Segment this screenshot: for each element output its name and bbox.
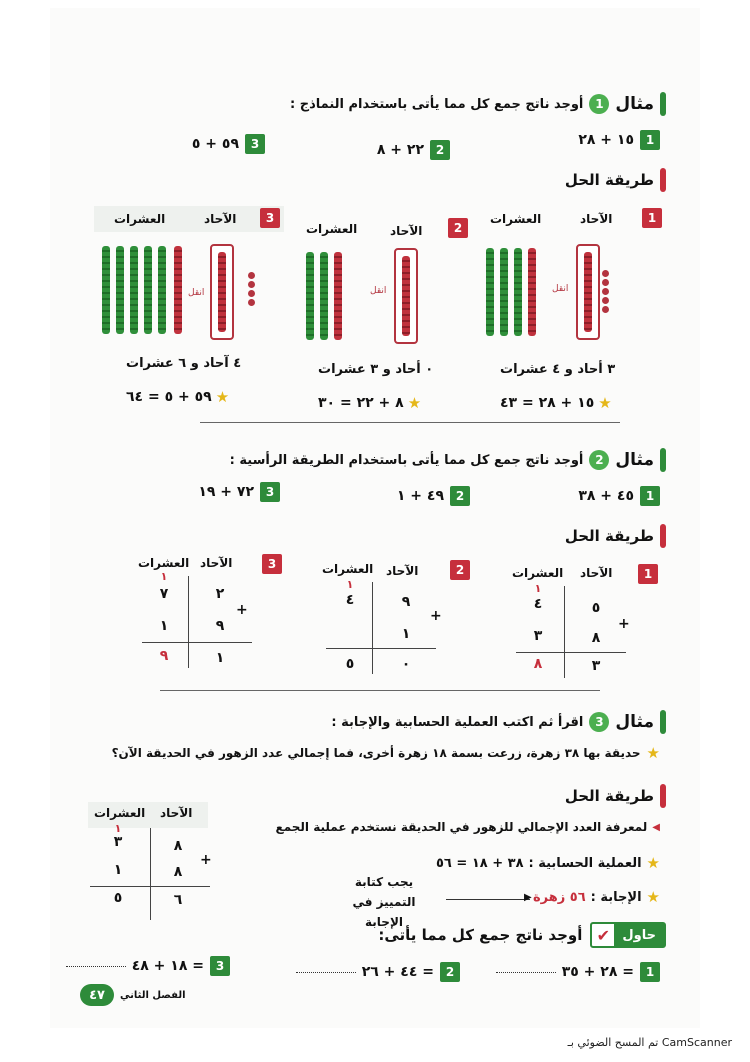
step-label: الإجابة : <box>590 889 642 905</box>
number-square-icon: 1 <box>638 564 658 584</box>
note-arrow-line <box>446 899 530 900</box>
problem-expr: ٤٩ + ١ <box>396 488 444 504</box>
example3-step1 <box>276 820 660 834</box>
triangle-bullet-icon: ◀ <box>652 821 660 833</box>
number-square-icon: 3 <box>210 956 230 976</box>
digit: ٨ <box>173 838 183 854</box>
ones-label: الآحاد <box>200 556 233 570</box>
chapter-label: الفصل الثاني <box>120 989 186 1001</box>
number-circle-icon: 3 <box>589 712 609 732</box>
star-icon: ★ <box>646 888 660 906</box>
red-bar-icon <box>660 524 666 548</box>
column-divider <box>372 582 373 674</box>
tens-rod <box>158 246 166 334</box>
step-expr: ٣٨ + ١٨ = ٥٦ <box>435 855 524 871</box>
tens-rod <box>486 248 494 336</box>
section-divider <box>160 690 600 691</box>
tens-rod <box>116 246 124 334</box>
tens-rod <box>306 252 314 340</box>
problem-expr: ٧٢ + ١٩ <box>198 484 254 500</box>
column-divider <box>188 576 189 668</box>
solution-label: طريقة الحل <box>564 171 654 189</box>
note-text: يجب كتابة التمييز في الإجابة <box>352 875 416 929</box>
star-icon: ★ <box>215 388 230 406</box>
star-icon: ★ <box>407 394 422 412</box>
ones-dots <box>248 272 256 308</box>
carry-digit: ١ <box>534 582 542 595</box>
tens-label: العشرات <box>490 212 542 226</box>
column-divider <box>564 586 565 678</box>
tens-label: العشرات <box>114 212 166 226</box>
star-icon: ★ <box>598 394 612 412</box>
tens-rod <box>514 248 522 336</box>
tens-rod <box>320 252 328 340</box>
answer-value: ٥٦ زهرة <box>532 889 586 905</box>
digit: ١ <box>401 626 411 642</box>
try-item-3 <box>66 956 230 976</box>
example2-problem-2 <box>397 486 470 506</box>
digit: ٤ <box>533 596 543 612</box>
model-description: ٤ آحاد و ٦ عشرات <box>126 356 242 371</box>
tens-label: العشرات <box>94 806 146 820</box>
step-text: لمعرفة العدد الإجمالي للزهور في الحديقة نستخدم عملية الجمع <box>275 820 648 834</box>
try-expr: ٤٤ + ٢٦ = <box>361 964 434 980</box>
example3-story <box>112 744 660 762</box>
green-bar-icon <box>660 448 666 472</box>
carry-digit: ١ <box>114 822 122 835</box>
example1-question: أوجد ناتج جمع كل مما يأتى باستخدام النماذج : <box>289 96 584 112</box>
model-description: ٠ أحاد و ٣ عشرات <box>318 362 434 377</box>
number-circle-icon: 1 <box>589 94 609 114</box>
arrow-head-icon: ▶ <box>524 892 532 903</box>
ones-label: الآحاد <box>390 224 423 238</box>
digit: ١ <box>159 618 169 634</box>
section-divider <box>200 422 620 423</box>
result-expr: ١٥ + ٢٨ = ٤٣ <box>500 395 595 411</box>
plus-sign: + <box>200 852 212 868</box>
check-icon: ✔ <box>592 924 614 946</box>
solution-label: طريقة الحل <box>564 527 654 545</box>
digit: ١ <box>113 862 123 878</box>
example-word: مثال <box>615 712 654 732</box>
number-square-icon: 1 <box>640 130 660 150</box>
model-result <box>318 394 421 412</box>
tens-rod <box>130 246 138 334</box>
number-square-icon: 1 <box>640 962 660 982</box>
solution-label: طريقة الحل <box>564 787 654 805</box>
example1-problem-1 <box>578 130 660 150</box>
regroup-frame <box>394 248 418 344</box>
book-page <box>50 8 700 1028</box>
page-number: ٤٧ <box>80 984 114 1006</box>
digit: ٥ <box>591 600 601 616</box>
answer-blank[interactable] <box>66 966 126 967</box>
ones-dots <box>602 270 610 315</box>
number-square-icon: 2 <box>448 218 468 238</box>
sum-line <box>516 652 626 653</box>
result-expr: ٥٩ + ٥ = ٦٤ <box>126 389 212 405</box>
carry-digit: ١ <box>160 570 168 583</box>
tens-label: العشرات <box>138 556 190 570</box>
example1-problem-2 <box>377 140 450 160</box>
red-bar-icon <box>660 784 666 808</box>
digit: ٤ <box>345 592 355 608</box>
scanner-watermark: تم المسح الضوئي بـ CamScanner <box>567 1036 732 1049</box>
number-square-icon: 3 <box>245 134 265 154</box>
regroup-frame <box>576 244 600 340</box>
problem-expr: ٤٥ + ٣٨ <box>578 488 634 504</box>
tens-rod <box>174 246 182 334</box>
example3-step3 <box>533 888 660 906</box>
number-square-icon: 3 <box>262 554 282 574</box>
star-icon: ★ <box>646 744 660 762</box>
page-footer <box>80 984 186 1006</box>
sum-line <box>142 642 252 643</box>
answer-blank[interactable] <box>496 972 556 973</box>
problem-expr: ١٥ + ٢٨ <box>578 132 634 148</box>
try-item-1 <box>496 962 660 982</box>
tens-rod <box>500 248 508 336</box>
example1-solution-header <box>565 168 666 192</box>
example-word: مثال <box>615 450 654 470</box>
digit: ٣ <box>113 834 123 850</box>
ones-label: الآحاد <box>580 212 613 226</box>
move-tag: انقل <box>188 288 205 298</box>
example3-step2 <box>436 854 660 872</box>
number-square-icon: 1 <box>640 486 660 506</box>
tens-label: العشرات <box>322 562 374 576</box>
tens-rod <box>144 246 152 334</box>
example2-header <box>230 448 666 472</box>
example3-solution-header <box>565 784 666 808</box>
digit: ٩ <box>401 594 411 610</box>
model-result <box>126 388 229 406</box>
move-tag: انقل <box>552 284 569 294</box>
model-description: ٣ أحاد و ٤ عشرات <box>500 362 616 377</box>
sum-digit: ٦ <box>173 892 183 908</box>
tens-rod <box>334 252 342 340</box>
plus-sign: + <box>236 602 248 618</box>
sum-line <box>90 886 210 887</box>
ones-label: الآحاد <box>204 212 237 226</box>
plus-sign: + <box>430 608 442 624</box>
red-bar-icon <box>660 168 666 192</box>
number-circle-icon: 2 <box>589 450 609 470</box>
example3-header <box>331 710 666 734</box>
try-badge <box>590 922 666 948</box>
carry-digit: ١ <box>346 578 354 591</box>
digit: ٩ <box>215 618 225 634</box>
number-square-icon: 2 <box>450 486 470 506</box>
try-header <box>378 922 666 948</box>
sum-line <box>326 648 436 649</box>
example-word: مثال <box>615 94 654 114</box>
try-question: أوجد ناتج جمع كل مما يأتى: <box>378 926 583 944</box>
try-label: حاول <box>622 927 656 943</box>
example1-problem-3 <box>192 134 265 154</box>
example2-problem-1 <box>578 486 660 506</box>
number-square-icon: 3 <box>260 482 280 502</box>
sum-digit: ٣ <box>591 658 601 674</box>
number-square-icon: 2 <box>430 140 450 160</box>
digit: ٨ <box>173 864 183 880</box>
green-bar-icon <box>660 92 666 116</box>
move-tag: انقل <box>370 286 387 296</box>
try-expr: ١٨ + ٤٨ = <box>131 958 204 974</box>
try-expr: ٢٨ + ٣٥ = <box>561 964 634 980</box>
tens-label: العشرات <box>512 566 564 580</box>
example2-question: أوجد ناتج جمع كل مما يأتى باستخدام الطريقة الرأسية : <box>229 452 584 468</box>
result-expr: ٨ + ٢٢ = ٣٠ <box>318 395 404 411</box>
regroup-frame <box>210 244 234 340</box>
tens-label: العشرات <box>306 222 358 236</box>
step-label: العملية الحسابية : <box>528 855 642 871</box>
example2-problem-3 <box>198 482 280 502</box>
ones-label: الآحاد <box>580 566 613 580</box>
number-square-icon: 2 <box>440 962 460 982</box>
sum-digit: ٠ <box>401 656 411 672</box>
digit: ٨ <box>591 630 601 646</box>
number-square-icon: 1 <box>642 208 662 228</box>
number-square-icon: 3 <box>260 208 280 228</box>
sum-digit: ١ <box>215 650 225 666</box>
sum-digit: ٩ <box>159 648 169 664</box>
column-divider <box>150 828 151 920</box>
try-item-2 <box>296 962 460 982</box>
ones-label: الآحاد <box>386 564 419 578</box>
sum-digit: ٨ <box>533 656 543 672</box>
example1-header <box>290 92 666 116</box>
green-bar-icon <box>660 710 666 734</box>
digit: ٣ <box>533 628 543 644</box>
tens-rod <box>528 248 536 336</box>
ones-label: الآحاد <box>160 806 193 820</box>
answer-blank[interactable] <box>296 972 356 973</box>
story-text: حديقة بها ٣٨ زهرة، زرعت بسمة ١٨ زهرة أخرى، فما إجمالي عدد الزهور في الحديقة الآن؟ <box>111 746 641 760</box>
example3-question: اقرأ ثم اكتب العملية الحسابية والإجابة : <box>331 714 584 730</box>
problem-expr: ٥٩ + ٥ <box>191 136 239 152</box>
problem-expr: ٢٢ + ٨ <box>376 142 424 158</box>
example2-solution-header <box>565 524 666 548</box>
tens-rod <box>102 246 110 334</box>
star-icon: ★ <box>646 854 660 872</box>
digit: ٧ <box>159 586 169 602</box>
sum-digit: ٥ <box>345 656 355 672</box>
number-square-icon: 2 <box>450 560 470 580</box>
sum-digit: ٥ <box>113 890 123 906</box>
model-result <box>500 394 612 412</box>
plus-sign: + <box>618 616 630 632</box>
digit: ٢ <box>215 586 225 602</box>
